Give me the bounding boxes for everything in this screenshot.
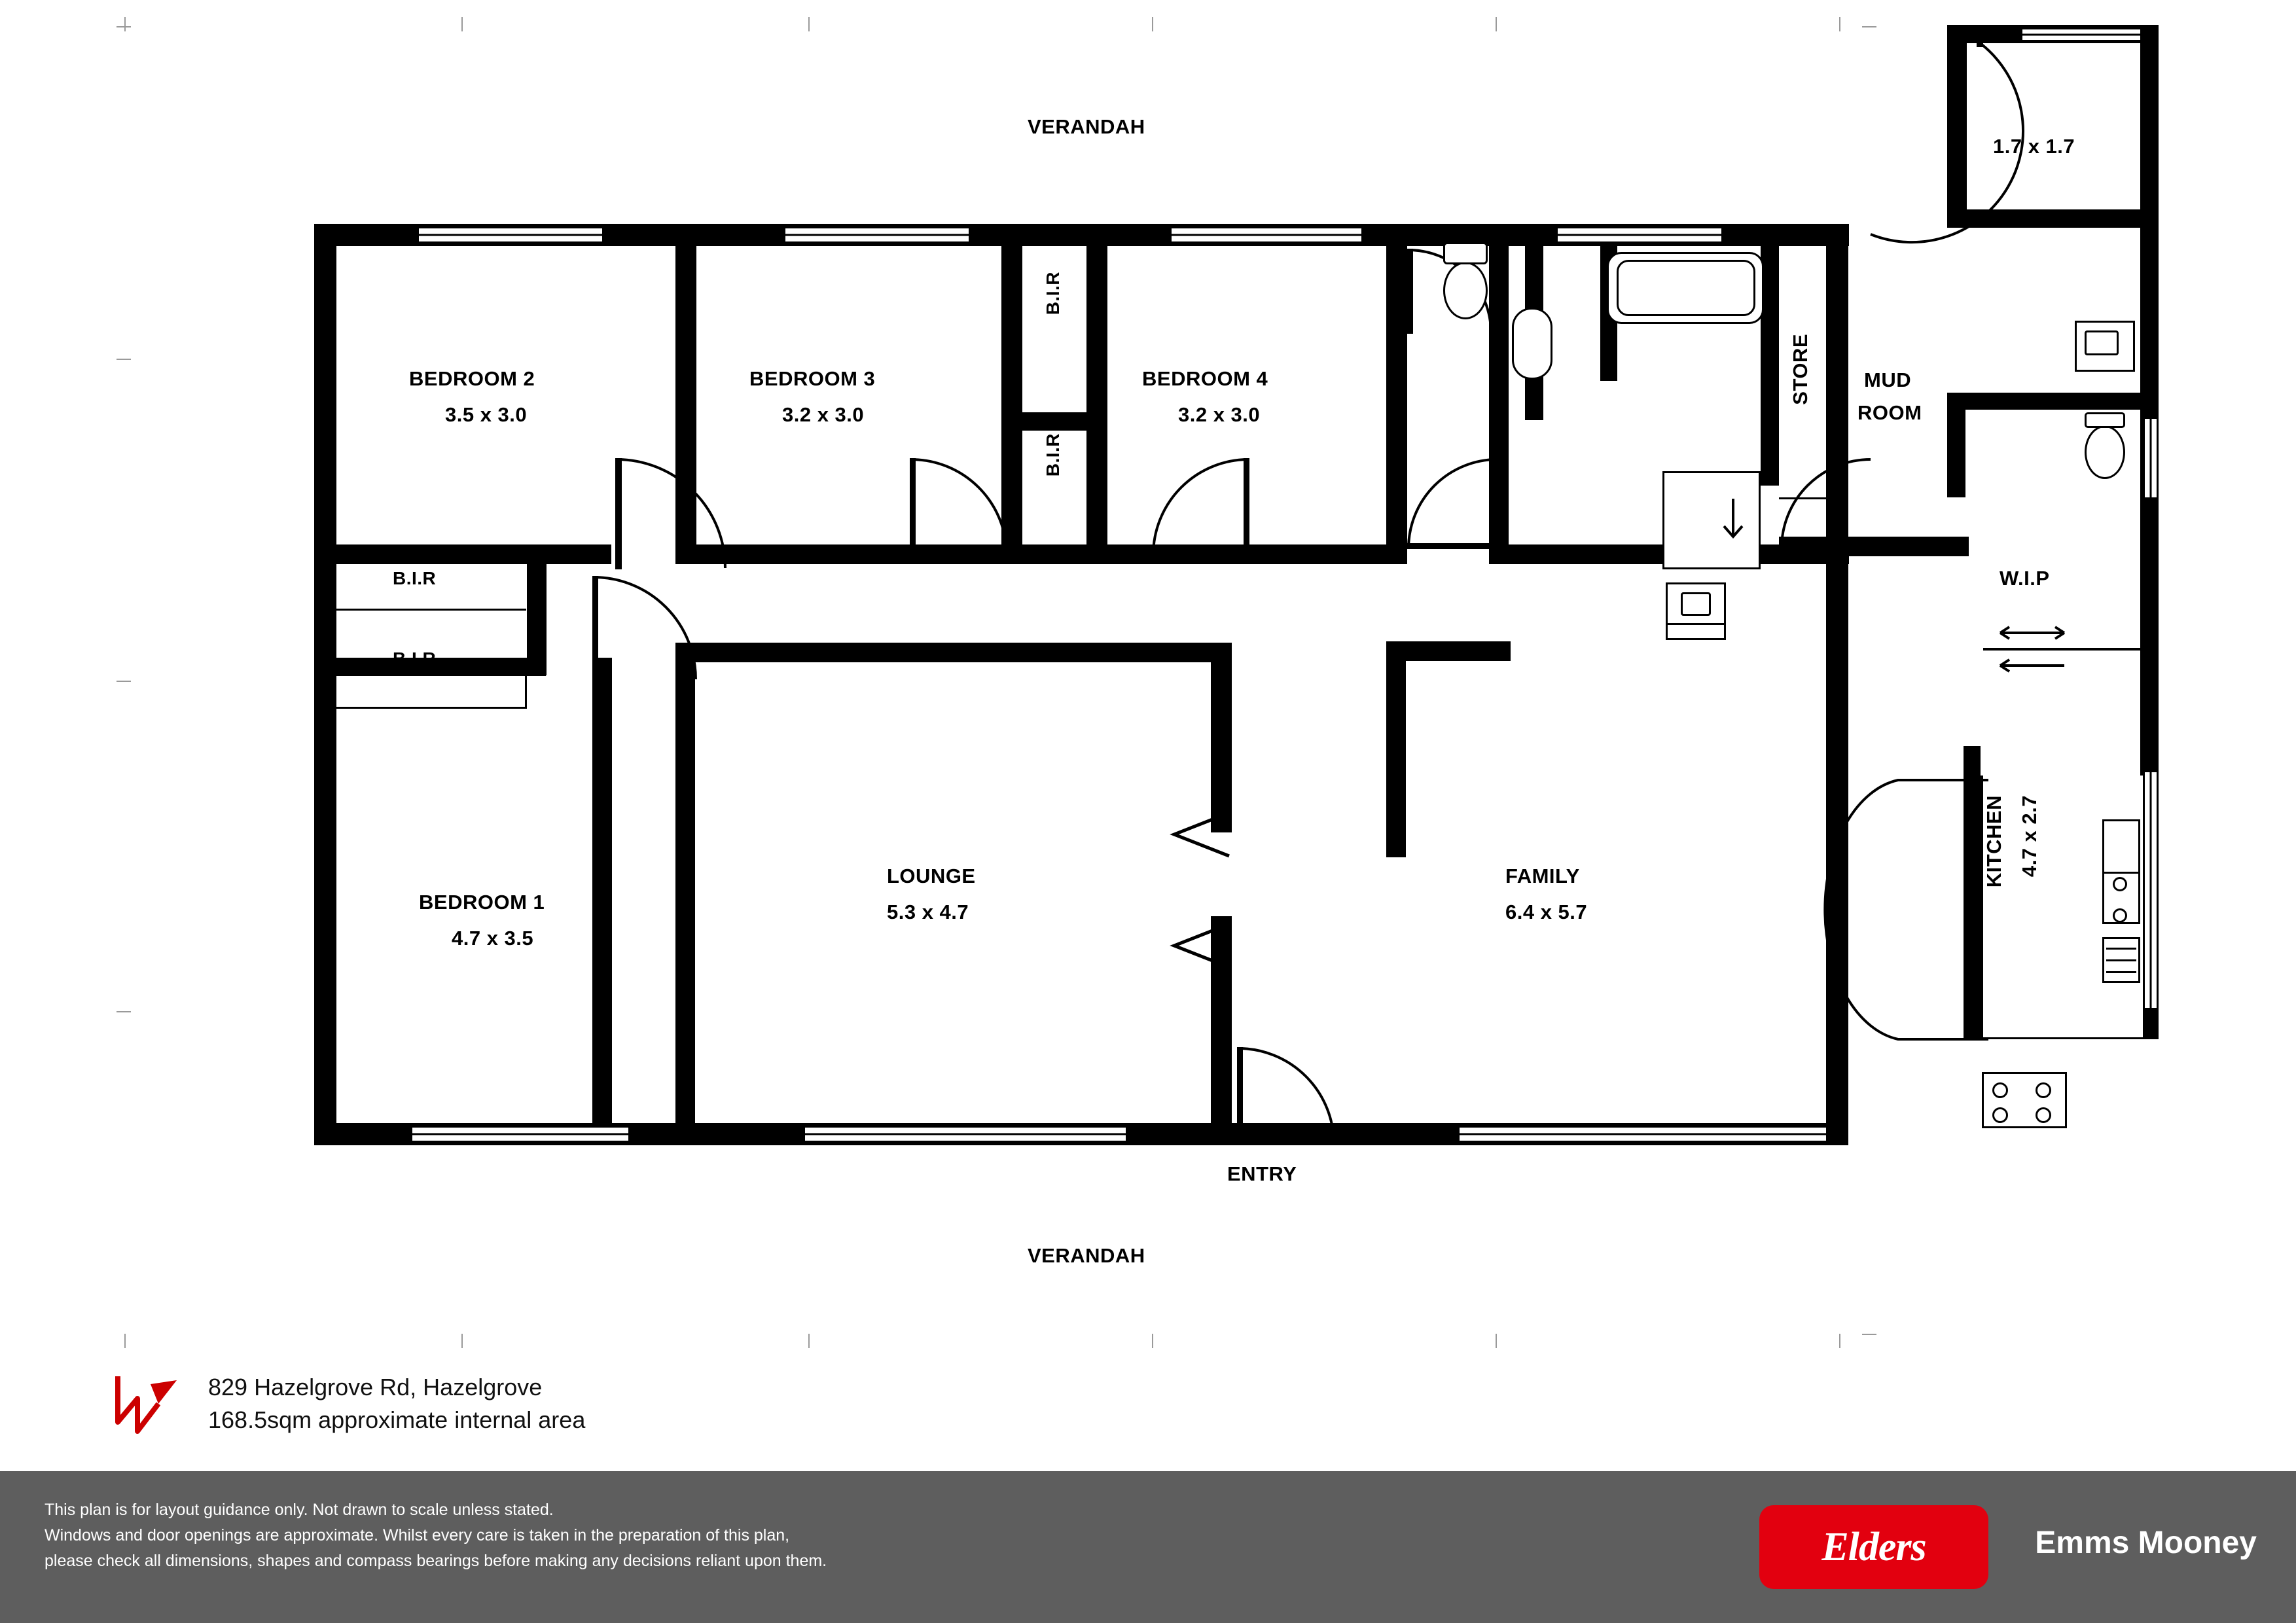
page-tick <box>124 1334 126 1348</box>
north-arrow-icon <box>111 1371 190 1443</box>
drainer-line-3 <box>2106 971 2136 973</box>
label-bedroom3-dim: 3.2 x 3.0 <box>782 403 865 426</box>
interior-wall-bir-right <box>1086 224 1107 564</box>
area-line: 168.5sqm approximate internal area <box>208 1406 586 1433</box>
drainer-line-1 <box>2106 948 2136 950</box>
label-family-name: FAMILY <box>1505 865 1580 887</box>
page-tick <box>1839 17 1840 31</box>
label-store: STORE <box>1789 334 1812 405</box>
interior-wall-hall-bottom <box>675 643 1225 662</box>
label-entry: ENTRY <box>1227 1162 1297 1185</box>
page-tick <box>117 26 131 27</box>
label-family-dim: 6.4 x 5.7 <box>1505 901 1588 923</box>
wing-toilet-icon <box>2085 425 2125 479</box>
page-tick <box>1496 17 1497 31</box>
page-tick <box>117 1011 131 1012</box>
wing-wall-bath-bottom <box>1947 393 2158 410</box>
window-lounge <box>805 1126 1126 1143</box>
label-kitchen-name: KITCHEN <box>1982 795 2005 888</box>
wing-wall-left-lower <box>1947 393 1965 497</box>
label-mudroom-line1: MUD <box>1864 368 1912 391</box>
kitchen-tap-icon-2 <box>2113 908 2127 923</box>
label-bedroom2-dim: 3.5 x 3.0 <box>445 403 528 426</box>
wip-arrow-icon-2 <box>1996 654 2068 677</box>
page-tick <box>124 17 126 31</box>
label-wip: W.I.P <box>2000 567 2050 590</box>
window-bed2 <box>419 226 602 243</box>
interior-wall-lounge-right-top <box>1211 643 1232 832</box>
interior-wall-hall-top <box>675 544 1407 564</box>
label-lounge-dim: 5.3 x 4.7 <box>887 901 969 923</box>
elders-logo-text: Elders <box>1821 1524 1926 1569</box>
interior-wall-bir-left-bottom <box>336 658 546 676</box>
wing-toilet-cistern-icon <box>2085 412 2125 428</box>
drainer-line-2 <box>2106 959 2136 961</box>
disclaimer-text <box>45 1497 827 1573</box>
label-bedroom4-name: BEDROOM 4 <box>1142 367 1268 390</box>
disclaimer-line-3: please check all dimensions, shapes and compass bearings before making any decisions reliant upon them. <box>45 1551 827 1570</box>
window-bed4 <box>1172 226 1361 243</box>
window-bed3 <box>785 226 969 243</box>
window-wing-right <box>2143 419 2159 497</box>
label-kitchen-dim: 4.7 x 2.7 <box>2018 795 2041 878</box>
door-wing-entry <box>1865 39 1983 236</box>
elders-logo <box>1759 1505 1988 1589</box>
address-line: 829 Hazelgrove Rd, Hazelgrove <box>208 1374 543 1400</box>
door-bedroom1 <box>592 576 697 681</box>
page-tick <box>117 681 131 682</box>
page-tick <box>1152 17 1153 31</box>
interior-wall-bir-mid <box>1001 412 1107 431</box>
page-tick <box>1839 1334 1840 1348</box>
door-bedroom4 <box>1152 458 1250 556</box>
page-tick <box>117 359 131 360</box>
bifold-marker-lower <box>1172 923 1230 969</box>
burner-icon <box>1992 1107 2008 1123</box>
shower-drain-icon <box>1715 497 1754 543</box>
page-tick <box>1862 26 1876 27</box>
interior-wall-bed4-right <box>1386 224 1407 564</box>
wip-arrow-icon <box>1996 622 2068 644</box>
page-tick <box>1496 1334 1497 1348</box>
store-shelf-line <box>1779 497 1835 499</box>
door-mudroom <box>1780 458 1872 550</box>
door-entry <box>1237 1047 1335 1145</box>
label-bir-left-lower: B.I.R <box>393 649 437 669</box>
window-kitchen-right <box>2143 772 2159 1008</box>
bath-inner-icon <box>1617 260 1755 316</box>
wip-shelf-line <box>1983 648 2140 651</box>
page-tick <box>461 17 463 31</box>
label-verandah-bottom: VERANDAH <box>1028 1244 1145 1267</box>
label-bedroom1-dim: 4.7 x 3.5 <box>452 927 534 950</box>
agency-name: Emms Mooney <box>2035 1525 2257 1560</box>
kitchen-sink-divider <box>2102 872 2140 874</box>
label-lounge-name: LOUNGE <box>887 865 976 887</box>
exterior-wall-left <box>314 224 336 1145</box>
label-bir-left-upper: B.I.R <box>393 568 437 588</box>
burner-icon <box>2036 1107 2051 1123</box>
door-bedroom2 <box>615 458 726 569</box>
label-bedroom2-name: BEDROOM 2 <box>409 367 535 390</box>
bir-edge-line <box>336 707 526 709</box>
page-tick <box>808 1334 810 1348</box>
burner-icon <box>1992 1082 2008 1098</box>
window-wing-top <box>2022 27 2140 42</box>
label-bedroom3-name: BEDROOM 3 <box>749 367 876 390</box>
door-bedroom3 <box>910 458 1008 556</box>
bir-edge-line-v <box>525 676 527 709</box>
disclaimer-line-1: This plan is for layout guidance only. Not drawn to scale unless stated. <box>45 1501 554 1519</box>
label-bedroom4-dim: 3.2 x 3.0 <box>1178 403 1261 426</box>
toilet-cistern-icon <box>1443 242 1488 264</box>
label-verandah-top: VERANDAH <box>1028 115 1145 138</box>
interior-wall-bir-left-right <box>527 544 547 675</box>
disclaimer-line-2: Windows and door openings are approximate. Whilst every care is taken in the preparation of this plan, <box>45 1525 790 1544</box>
window-bed1 <box>412 1126 628 1143</box>
label-small-room-dim: 1.7 x 1.7 <box>1993 135 2075 158</box>
interior-wall-family-left <box>1386 641 1406 857</box>
label-bir-bed3-upper: B.I.R <box>1043 272 1063 315</box>
label-mudroom-line2: ROOM <box>1857 401 1922 424</box>
page-tick <box>808 17 810 31</box>
address-block <box>208 1371 585 1436</box>
burner-icon <box>2036 1082 2051 1098</box>
label-bedroom1-name: BEDROOM 1 <box>419 891 545 914</box>
interior-wall-bed1-right <box>592 658 612 1128</box>
window-family <box>1460 1126 1826 1143</box>
door-hall-family <box>1407 458 1499 550</box>
page-tick <box>461 1334 463 1348</box>
interior-wall-bir-left-top <box>336 544 611 564</box>
toilet-icon <box>1443 262 1488 319</box>
interior-wall-lounge-left <box>675 643 695 1127</box>
label-bir-bed3-lower: B.I.R <box>1043 433 1063 477</box>
bir-divider-line <box>336 609 526 611</box>
kitchen-island-icon <box>1859 779 1990 1041</box>
bifold-marker-upper <box>1172 812 1230 857</box>
kitchen-tap-icon <box>2113 877 2127 891</box>
page-tick <box>1152 1334 1153 1348</box>
basin-icon <box>1512 308 1552 380</box>
page-tick <box>1862 1334 1876 1335</box>
exterior-wall-right <box>1826 224 1848 1145</box>
wing-sink-bowl-icon <box>2085 330 2119 355</box>
laundry-line <box>1666 623 1726 625</box>
window-bath-2 <box>1623 226 1721 243</box>
laundry-trough-bowl-icon <box>1681 592 1711 616</box>
